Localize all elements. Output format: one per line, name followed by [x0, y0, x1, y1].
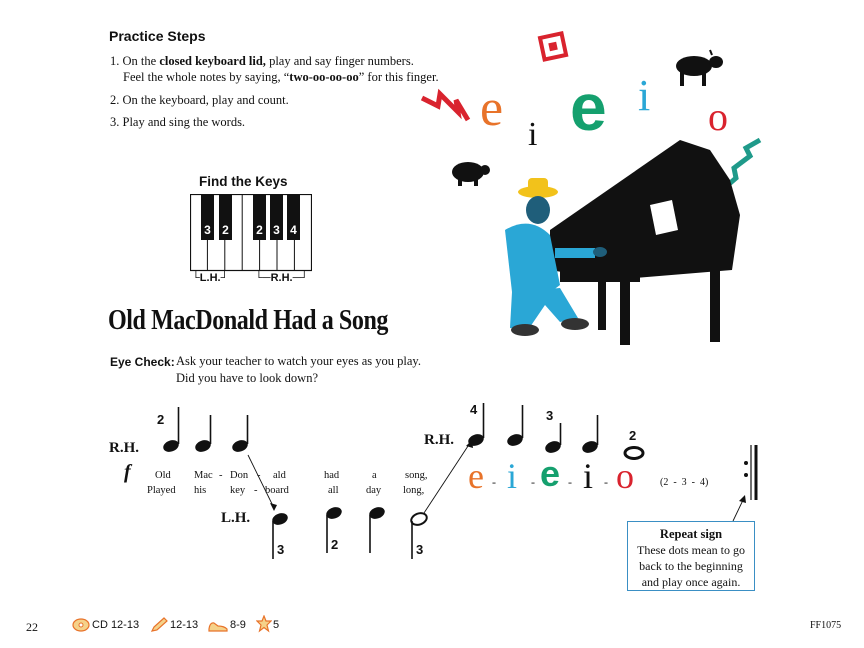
step-1	[110, 53, 414, 69]
piano-icon	[550, 140, 740, 345]
lyric-word: a	[372, 470, 377, 481]
lh-notes	[271, 505, 429, 559]
step-1-prefix: 1. On the	[110, 54, 160, 68]
repeat-sign-icon	[744, 445, 756, 500]
floating-letter-i: i	[638, 71, 651, 120]
lyric-hyphen: -	[254, 485, 258, 496]
farmer-piano-illustration	[410, 30, 770, 350]
step-1-rest: play and say finger numbers.	[265, 54, 414, 68]
step-3: 3. Play and sing the words.	[110, 115, 246, 129]
key-finger: 3	[204, 223, 211, 237]
lh-label: L.H.	[221, 510, 251, 526]
step-2: 2. On the keyboard, play and count.	[110, 93, 289, 107]
shoe-icon	[208, 618, 228, 632]
quarter-note	[231, 438, 250, 454]
lyric-word: day	[366, 485, 382, 496]
step-1-line-2-bold: two-oo-oo-oo	[289, 70, 359, 84]
repeat-sign-title: Repeat sign	[659, 527, 723, 541]
finger-number: 3	[416, 542, 424, 557]
floating-letter-e: e	[570, 70, 607, 144]
cd-track-label: CD 12-13	[92, 619, 140, 631]
rh-quarter-notes-1	[162, 407, 250, 454]
dynamic-forte: f	[124, 461, 131, 483]
lyric-word: Mac	[194, 470, 213, 481]
vowel-e: e	[540, 453, 561, 494]
lyric-word: his	[194, 485, 207, 496]
pig-icon	[452, 162, 490, 186]
spiral-icon	[540, 33, 566, 59]
red-zigzag-icon	[422, 94, 468, 120]
lyric-hyphen: -	[257, 470, 261, 481]
key-finger: 2	[256, 223, 263, 237]
practice-steps-title: Practice Steps	[109, 28, 206, 44]
key-finger: 4	[290, 223, 297, 237]
rh-quarter-notes-2	[467, 403, 643, 459]
key-finger: 3	[273, 223, 280, 237]
floating-letter-e: e	[480, 80, 504, 137]
eye-check-label: Eye Check:	[110, 355, 175, 369]
vowel-e: e	[468, 456, 484, 496]
lyric-word: board	[265, 485, 289, 496]
cow-icon	[676, 50, 723, 86]
finger-number: 3	[546, 408, 554, 423]
repeat-sign-line-3: and play once again.	[641, 575, 741, 589]
lh-bracket: └L.H.┘	[192, 272, 229, 284]
key-finger: 2	[222, 223, 229, 237]
lyric-word: had	[324, 470, 340, 481]
vowel-i: i	[583, 456, 594, 496]
lyric-word: Don	[230, 470, 249, 481]
shoe-page-label: 8-9	[230, 619, 246, 631]
keyboard-diagram	[190, 194, 312, 272]
lyric-word: song,	[405, 470, 428, 481]
page-number: 22	[26, 620, 38, 634]
connector-arrow	[248, 455, 274, 508]
pencil-page-label: 12-13	[170, 619, 199, 631]
rh-label-1: R.H.	[109, 440, 139, 456]
count-text: (2 - 3 - 4)	[660, 477, 709, 488]
rh-bracket: └─R.H.─┘	[255, 272, 309, 284]
rh-key-label: R.H.	[270, 272, 293, 284]
lyric-word: Old	[155, 470, 171, 481]
finger-number: 2	[331, 537, 339, 552]
vowel-i: i	[507, 456, 518, 496]
step-1-line-2-rest: ” for this finger.	[358, 70, 439, 84]
finger-number: 3	[277, 542, 285, 557]
floating-letter-i: i	[528, 116, 538, 153]
repeat-sign-line-2: back to the beginning	[639, 559, 743, 573]
lyric-word: all	[328, 485, 339, 496]
vowel-hyphen: -	[604, 475, 608, 489]
star-icon	[256, 615, 272, 633]
song-title: Old MacDonald Had a Song	[108, 305, 389, 336]
step-1-bold: closed keyboard lid,	[159, 54, 266, 68]
quarter-note	[194, 438, 213, 454]
lh-key-label: L.H.	[199, 272, 221, 284]
quarter-note	[506, 432, 525, 448]
cd-icon	[72, 617, 90, 633]
vowel-hyphen: -	[492, 475, 496, 489]
finger-number: 2	[157, 412, 165, 427]
star-page-label: 5	[273, 619, 280, 631]
rh-label-2: R.H.	[424, 432, 454, 448]
quarter-note	[162, 438, 181, 454]
quarter-note	[581, 439, 600, 455]
book-code: FF1075	[810, 620, 842, 631]
lyric-word: long,	[403, 485, 425, 496]
eye-check-line-1: Ask your teacher to watch your eyes as you play.	[176, 354, 421, 368]
pencil-icon	[150, 617, 168, 633]
lyric-word: ald	[273, 470, 286, 481]
lyric-word: key	[230, 485, 246, 496]
find-the-keys-title: Find the Keys	[199, 174, 288, 189]
finger-number: 4	[470, 402, 478, 417]
finger-number: 2	[629, 428, 637, 443]
floating-letter-o: o	[708, 94, 728, 139]
lyric-word: Played	[147, 485, 176, 496]
vowel-hyphen: -	[531, 475, 535, 489]
step-1-line-2	[123, 69, 439, 85]
vowel-o: o	[616, 456, 634, 496]
connector-arrow	[424, 443, 470, 513]
step-1-line-2-prefix: Feel the whole notes by saying, “	[123, 70, 290, 84]
repeat-sign-line-1: These dots mean to go	[637, 543, 745, 557]
vowel-hyphen: -	[568, 475, 572, 489]
eye-check-line-2: Did you have to look down?	[176, 371, 318, 385]
lyric-hyphen: -	[219, 470, 223, 481]
repeat-sign-callout	[627, 521, 755, 591]
